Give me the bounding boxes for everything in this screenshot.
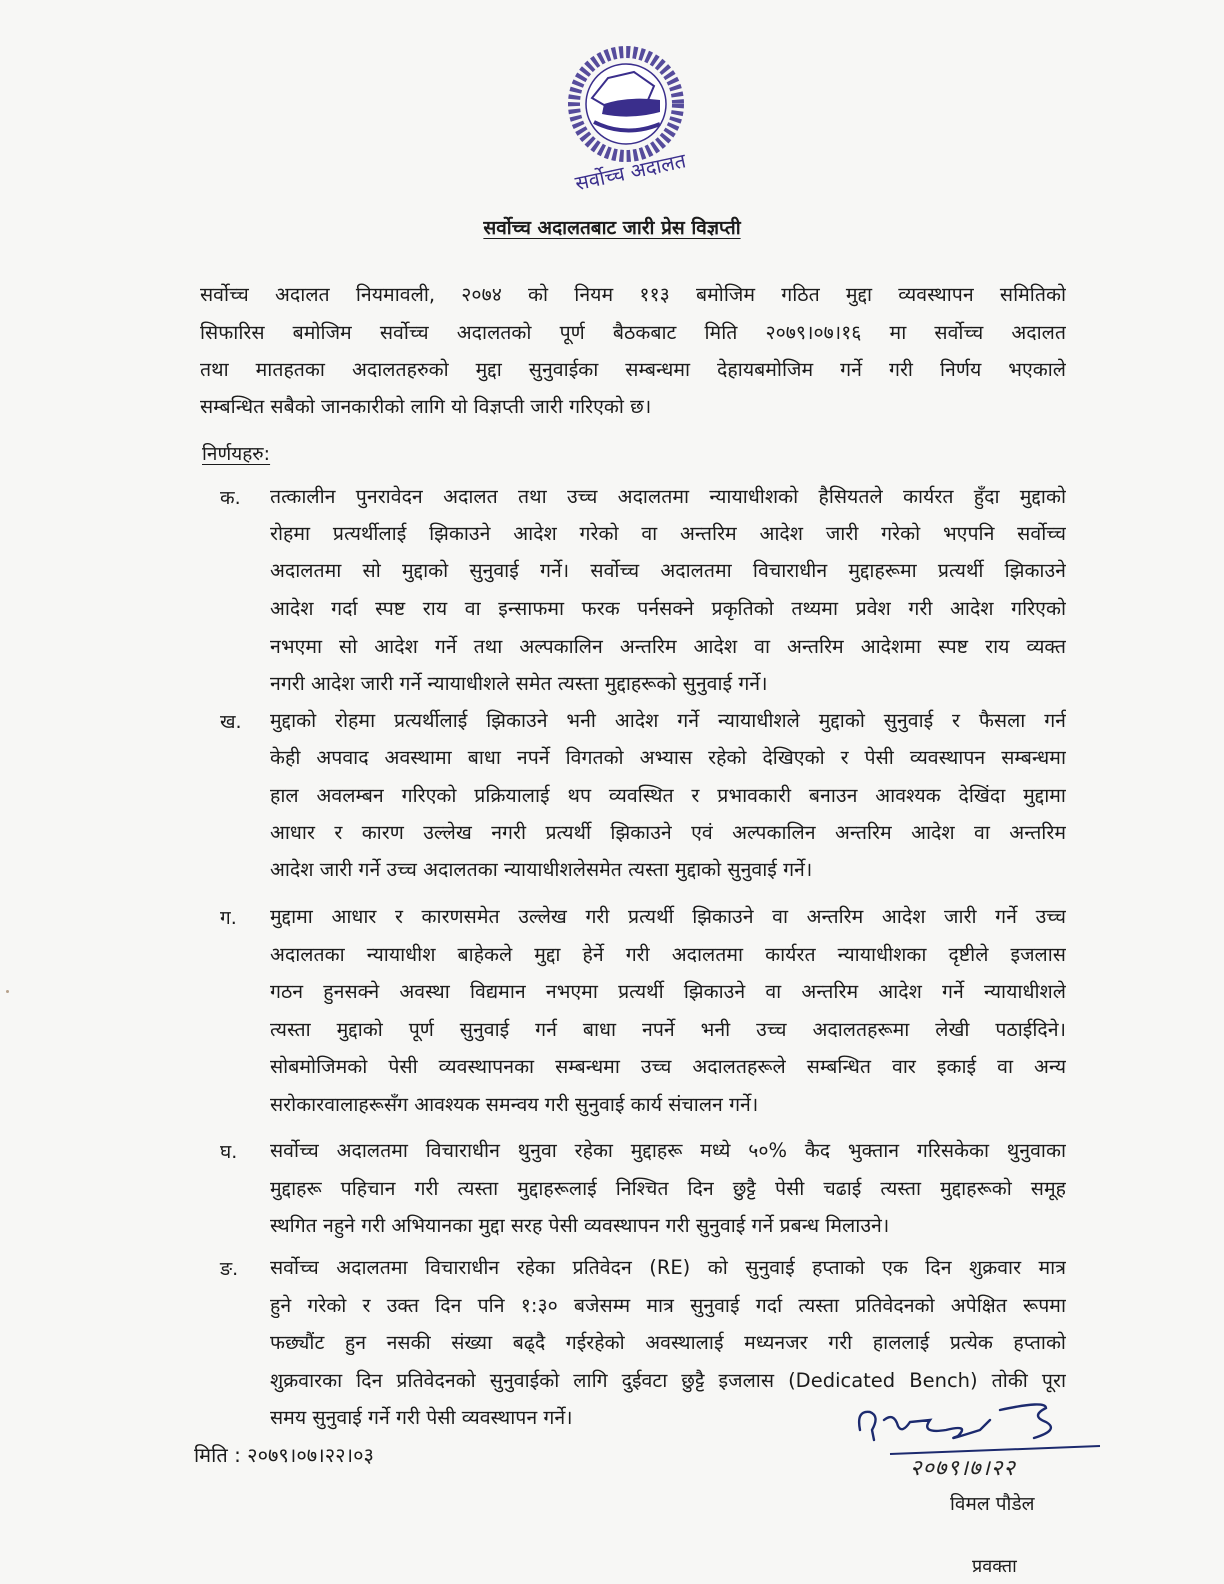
- decision-line: त्यस्ता मुद्दाको पूर्ण सुनुवाई गर्न बाधा नपर्ने भनी उच्च अदालतहरूमा लेखी पठाईदिने।: [270, 1018, 1066, 1041]
- decision-line: सर्वोच्च अदालतमा विचाराधीन थुनुवा रहेका मुद्दाहरू मध्ये ५०% कैद भुक्तान गरिसकेका थुनुवाका: [270, 1139, 1066, 1162]
- decision-line: समय सुनुवाई गर्ने गरी पेसी व्यवस्थापन गर्ने।: [270, 1406, 573, 1429]
- decision-marker: ग.: [220, 907, 237, 929]
- decision-line: स्थगित नहुने गरी अभियानका मुद्दा सरह पेसी व्यवस्थापन गरी सुनुवाई गर्ने प्रबन्ध मिलाउने।: [270, 1214, 890, 1237]
- decision-line: रोहमा प्रत्यर्थीलाई झिकाउने आदेश गरेको वा अन्तरिम आदेश जारी गरेको भएपनि सर्वोच्च: [270, 522, 1066, 545]
- decision-marker: घ.: [220, 1141, 238, 1163]
- decision-line: अदालतका न्यायाधीश बाहेकले मुद्दा हेर्ने गरी अदालतमा कार्यरत न्यायाधीशका दृष्टीले इजलास: [270, 943, 1066, 966]
- intro-line: सिफारिस बमोजिम सर्वोच्च अदालतको पूर्ण बैठकबाट मिति २०७९।०७।१६ मा सर्वोच्च अदालत: [200, 321, 1066, 344]
- intro-line: सम्बन्धित सबैको जानकारीको लागि यो विज्ञप्ती जारी गरिएको छ।: [200, 395, 652, 418]
- emblem-seal-text: सर्वोच्च अदालत: [572, 148, 688, 196]
- decision-line: मुद्दाहरू पहिचान गरी त्यस्ता मुद्दाहरूलाई निश्चित दिन छुट्टै पेसी चढाई त्यस्ता मुद्दाहरूको समूह: [270, 1177, 1066, 1200]
- scan-speck: [6, 990, 9, 993]
- decision-line: मुद्दामा आधार र कारणसमेत उल्लेख गरी प्रत्यर्थी झिकाउने वा अन्तरिम आदेश जारी गर्ने उच्च: [270, 905, 1066, 928]
- decision-line: मुद्दाको रोहमा प्रत्यर्थीलाई झिकाउने भनी आदेश गर्ने न्यायाधीशले मुद्दाको सुनुवाई र फैसला गर्न: [270, 709, 1066, 732]
- decision-line: सोबमोजिमको पेसी व्यवस्थापनका सम्बन्धमा उच्च अदालतहरूले सम्बन्धित वार इकाई वा अन्य: [270, 1055, 1066, 1078]
- decision-line: नगरी आदेश जारी गर्ने न्यायाधीशले समेत त्यस्ता मुद्दाहरूको सुनुवाई गर्ने।: [270, 672, 768, 695]
- decision-line: केही अपवाद अवस्थामा बाधा नपर्ने विगतको अभ्यास रहेको देखिएको र पेसी व्यवस्थापन सम्बन्धमा: [270, 746, 1066, 769]
- decision-line: हुने गरेको र उक्त दिन पनि १:३० बजेसम्म मात्र सुनुवाई गर्दा त्यस्ता प्रतिवेदनको अपेक्षित रूपमा: [270, 1294, 1066, 1317]
- spokesperson-name: विमल पौडेल: [950, 1493, 1035, 1515]
- decision-line: सर्वोच्च अदालतमा विचाराधीन रहेका प्रतिवेदन (RE) को सुनुवाई हप्ताको एक दिन शुक्रवार मात्र: [270, 1256, 1066, 1279]
- decisions-heading: निर्णयहरु:: [202, 443, 271, 465]
- decision-marker: क.: [220, 487, 241, 509]
- decision-line: आधार र कारण उल्लेख नगरी प्रत्यर्थी झिकाउने एवं अल्पकालिन अन्तरिम आदेश वा अन्तरिम: [270, 821, 1066, 844]
- decision-line: आदेश गर्दा स्पष्ट राय वा इन्साफमा फरक पर्नसक्ने प्रकृतिको तथ्यमा प्रवेश गरी आदेश गरिएको: [270, 597, 1066, 620]
- decision-marker: ङ.: [220, 1258, 239, 1280]
- decision-line: तत्कालीन पुनरावेदन अदालत तथा उच्च अदालतमा न्यायाधीशको हैसियतले कार्यरत हुँदा मुद्दाको: [270, 485, 1066, 508]
- decision-line: अदालतमा सो मुद्दाको सुनुवाई गर्ने। सर्वोच्च अदालतमा विचाराधीन मुद्दाहरूमा प्रत्यर्थी झिकाउने: [270, 559, 1066, 582]
- intro-line: तथा मातहतका अदालतहरुको मुद्दा सुनुवाईका सम्बन्धमा देहायबमोजिम गर्ने गरी निर्णय भएकाले: [200, 358, 1066, 381]
- intro-line: सर्वोच्च अदालत नियमावली, २०७४ को नियम ११३ बमोजिम गठित मुद्दा व्यवस्थापन समितिको: [200, 283, 1066, 306]
- issue-date: मिति : २०७९।०७।२२।०३: [194, 1443, 374, 1467]
- decision-line: फछ्यौंट हुन नसकी संख्या बढ्दै गईरहेको अवस्थालाई मध्यनजर गरी हाललाई प्रत्येक हप्ताको: [270, 1331, 1066, 1354]
- signature-icon: [850, 1390, 1120, 1580]
- decision-line: शुक्रवारका दिन प्रतिवेदनको सुनुवाईको लागि दुईवटा छुट्टै इजलास (Dedicated Bench) तोकी पूरा: [270, 1369, 1066, 1392]
- spokesperson-role: प्रवक्ता: [972, 1556, 1017, 1577]
- decision-marker: ख.: [220, 711, 242, 733]
- page-title: सर्वोच्च अदालतबाट जारी प्रेस विज्ञप्ती: [483, 217, 741, 239]
- decision-line: सरोकारवालाहरूसँग आवश्यक समन्वय गरी सुनुवाई कार्य संचालन गर्ने।: [270, 1093, 759, 1116]
- supreme-court-emblem-icon: [556, 42, 726, 212]
- decision-line: हाल अवलम्बन गरिएको प्रक्रियालाई थप व्यवस्थित र प्रभावकारी बनाउन आवश्यक देखिंदा मुद्दामा: [270, 784, 1066, 807]
- decision-line: नभएमा सो आदेश गर्ने तथा अल्पकालिन अन्तरिम आदेश वा अन्तरिम आदेशमा स्पष्ट राय व्यक्त: [270, 635, 1066, 658]
- decision-line: आदेश जारी गर्ने उच्च अदालतका न्यायाधीशलेसमेत त्यस्ता मुद्दाको सुनुवाई गर्ने।: [270, 858, 813, 881]
- decision-line: गठन हुनसक्ने अवस्था विद्यमान नभएमा प्रत्यर्थी झिकाउने वा अन्तरिम आदेश गर्ने न्यायाधीशले: [270, 980, 1066, 1003]
- handwritten-date: २०७९।७।२२: [910, 1456, 1016, 1481]
